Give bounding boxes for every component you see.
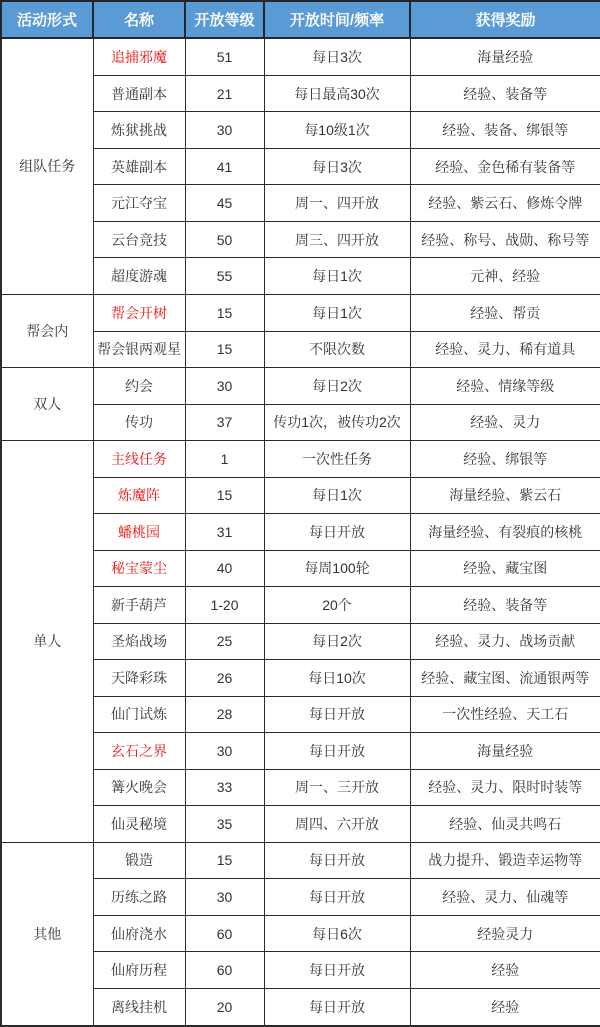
open-time-cell: 每日1次 <box>264 477 410 514</box>
reward-cell: 经验、灵力、仙魂等 <box>410 879 600 916</box>
activity-name-cell: 追捕邪魔 <box>93 38 185 75</box>
activity-name-cell: 天降彩珠 <box>93 660 185 697</box>
open-time-cell: 周四、六开放 <box>264 806 410 843</box>
reward-cell: 经验、藏宝图 <box>410 550 600 587</box>
activity-name-cell: 云台竞技 <box>93 221 185 258</box>
open-time-cell: 每日开放 <box>264 696 410 733</box>
open-time-cell: 每日6次 <box>264 915 410 952</box>
reward-cell: 海量经验、有裂痕的核桃 <box>410 514 600 551</box>
open-time-cell: 每日3次 <box>264 38 410 75</box>
open-level-cell: 37 <box>185 404 264 441</box>
open-time-cell: 周三、四开放 <box>264 221 410 258</box>
activity-form-cell: 组队任务 <box>1 38 93 294</box>
open-level-cell: 40 <box>185 550 264 587</box>
open-time-cell: 每10级1次 <box>264 112 410 149</box>
activity-name-cell: 圣焰战场 <box>93 623 185 660</box>
open-level-cell: 15 <box>185 842 264 879</box>
activity-name-cell: 新手葫芦 <box>93 587 185 624</box>
activity-name-cell: 英雄副本 <box>93 148 185 185</box>
reward-cell: 经验、情缘等级 <box>410 368 600 405</box>
open-level-cell: 30 <box>185 368 264 405</box>
activity-form-cell: 其他 <box>1 842 93 1026</box>
open-level-cell: 41 <box>185 148 264 185</box>
open-level-cell: 60 <box>185 915 264 952</box>
open-time-cell: 每日1次 <box>264 258 410 295</box>
open-level-cell: 1 <box>185 441 264 478</box>
activity-name-cell: 元江夺宝 <box>93 185 185 222</box>
activity-name-cell: 玄石之界 <box>93 733 185 770</box>
open-time-cell: 每日10次 <box>264 660 410 697</box>
reward-cell: 经验、紫云石、修炼令牌 <box>410 185 600 222</box>
open-time-cell: 每周100轮 <box>264 550 410 587</box>
activity-name-cell: 历练之路 <box>93 879 185 916</box>
reward-cell: 海量经验 <box>410 38 600 75</box>
activity-name-cell: 篝火晚会 <box>93 769 185 806</box>
reward-cell: 经验 <box>410 988 600 1026</box>
reward-cell: 经验、灵力、战场贡献 <box>410 623 600 660</box>
open-time-cell: 每日开放 <box>264 842 410 879</box>
reward-cell: 经验、绑银等 <box>410 441 600 478</box>
activity-name-cell: 帮会开树 <box>93 294 185 331</box>
open-time-cell: 每日2次 <box>264 623 410 660</box>
activity-name-cell: 仙府浇水 <box>93 915 185 952</box>
open-time-cell: 每日2次 <box>264 368 410 405</box>
reward-cell: 经验 <box>410 952 600 989</box>
activity-name-cell: 炼魔阵 <box>93 477 185 514</box>
activity-name-cell: 锻造 <box>93 842 185 879</box>
open-time-cell: 每日开放 <box>264 988 410 1026</box>
table-row <box>1 294 600 331</box>
open-time-cell: 每日3次 <box>264 148 410 185</box>
col-header-open-level: 开放等级 <box>185 1 264 38</box>
open-level-cell: 21 <box>185 75 264 112</box>
activity-name-cell: 普通副本 <box>93 75 185 112</box>
activity-name-cell: 传功 <box>93 404 185 441</box>
activity-name-cell: 超度游魂 <box>93 258 185 295</box>
activity-name-cell: 仙府历程 <box>93 952 185 989</box>
open-level-cell: 55 <box>185 258 264 295</box>
open-time-cell: 周一、四开放 <box>264 185 410 222</box>
reward-cell: 经验、称号、战勋、称号等 <box>410 221 600 258</box>
activity-name-cell: 秘宝蒙尘 <box>93 550 185 587</box>
reward-cell: 经验、帮贡 <box>410 294 600 331</box>
reward-cell: 经验、装备等 <box>410 75 600 112</box>
open-level-cell: 35 <box>185 806 264 843</box>
open-level-cell: 20 <box>185 988 264 1026</box>
reward-cell: 海量经验 <box>410 733 600 770</box>
activity-form-cell: 单人 <box>1 441 93 843</box>
open-time-cell: 每日开放 <box>264 733 410 770</box>
col-header-name: 名称 <box>93 1 185 38</box>
open-level-cell: 60 <box>185 952 264 989</box>
activity-name-cell: 帮会银两观星 <box>93 331 185 368</box>
open-level-cell: 31 <box>185 514 264 551</box>
reward-cell: 经验、金色稀有装备等 <box>410 148 600 185</box>
table-row <box>1 38 600 75</box>
open-level-cell: 30 <box>185 112 264 149</box>
activity-name-cell: 炼狱挑战 <box>93 112 185 149</box>
header-row <box>1 1 600 38</box>
open-level-cell: 51 <box>185 38 264 75</box>
col-header-reward: 获得奖励 <box>410 1 600 38</box>
activity-form-cell: 帮会内 <box>1 294 93 367</box>
reward-cell: 经验、藏宝图、流通银两等 <box>410 660 600 697</box>
open-level-cell: 25 <box>185 623 264 660</box>
activity-name-cell: 主线任务 <box>93 441 185 478</box>
open-level-cell: 28 <box>185 696 264 733</box>
reward-cell: 经验灵力 <box>410 915 600 952</box>
open-time-cell: 每日开放 <box>264 952 410 989</box>
open-time-cell: 每日最高30次 <box>264 75 410 112</box>
table-row <box>1 441 600 478</box>
open-level-cell: 1-20 <box>185 587 264 624</box>
activity-name-cell: 蟠桃园 <box>93 514 185 551</box>
reward-cell: 经验、装备、绑银等 <box>410 112 600 149</box>
activity-name-cell: 约会 <box>93 368 185 405</box>
open-time-cell: 不限次数 <box>264 331 410 368</box>
reward-cell: 经验、灵力、限时时装等 <box>410 769 600 806</box>
open-time-cell: 周一、三开放 <box>264 769 410 806</box>
activity-name-cell: 离线挂机 <box>93 988 185 1026</box>
reward-cell: 经验、灵力 <box>410 404 600 441</box>
open-level-cell: 33 <box>185 769 264 806</box>
open-level-cell: 30 <box>185 733 264 770</box>
reward-cell: 一次性经验、天工石 <box>410 696 600 733</box>
reward-cell: 经验、仙灵共鸣石 <box>410 806 600 843</box>
reward-cell: 经验、装备等 <box>410 587 600 624</box>
open-level-cell: 50 <box>185 221 264 258</box>
activity-name-cell: 仙灵秘境 <box>93 806 185 843</box>
open-time-cell: 传功1次，被传功2次 <box>264 404 410 441</box>
open-level-cell: 15 <box>185 294 264 331</box>
open-time-cell: 每日1次 <box>264 294 410 331</box>
activity-form-cell: 双人 <box>1 368 93 441</box>
open-time-cell: 一次性任务 <box>264 441 410 478</box>
table-row <box>1 842 600 879</box>
activity-name-cell: 仙门试炼 <box>93 696 185 733</box>
reward-cell: 经验、灵力、稀有道具 <box>410 331 600 368</box>
open-level-cell: 15 <box>185 477 264 514</box>
open-level-cell: 45 <box>185 185 264 222</box>
open-time-cell: 每日开放 <box>264 514 410 551</box>
open-level-cell: 30 <box>185 879 264 916</box>
col-header-activity-form: 活动形式 <box>1 1 93 38</box>
reward-cell: 元神、经验 <box>410 258 600 295</box>
table-row <box>1 368 600 405</box>
open-time-cell: 20个 <box>264 587 410 624</box>
open-time-cell: 每日开放 <box>264 879 410 916</box>
reward-cell: 海量经验、紫云石 <box>410 477 600 514</box>
open-level-cell: 26 <box>185 660 264 697</box>
open-level-cell: 15 <box>185 331 264 368</box>
reward-cell: 战力提升、锻造幸运物等 <box>410 842 600 879</box>
col-header-open-time: 开放时间/频率 <box>264 1 410 38</box>
